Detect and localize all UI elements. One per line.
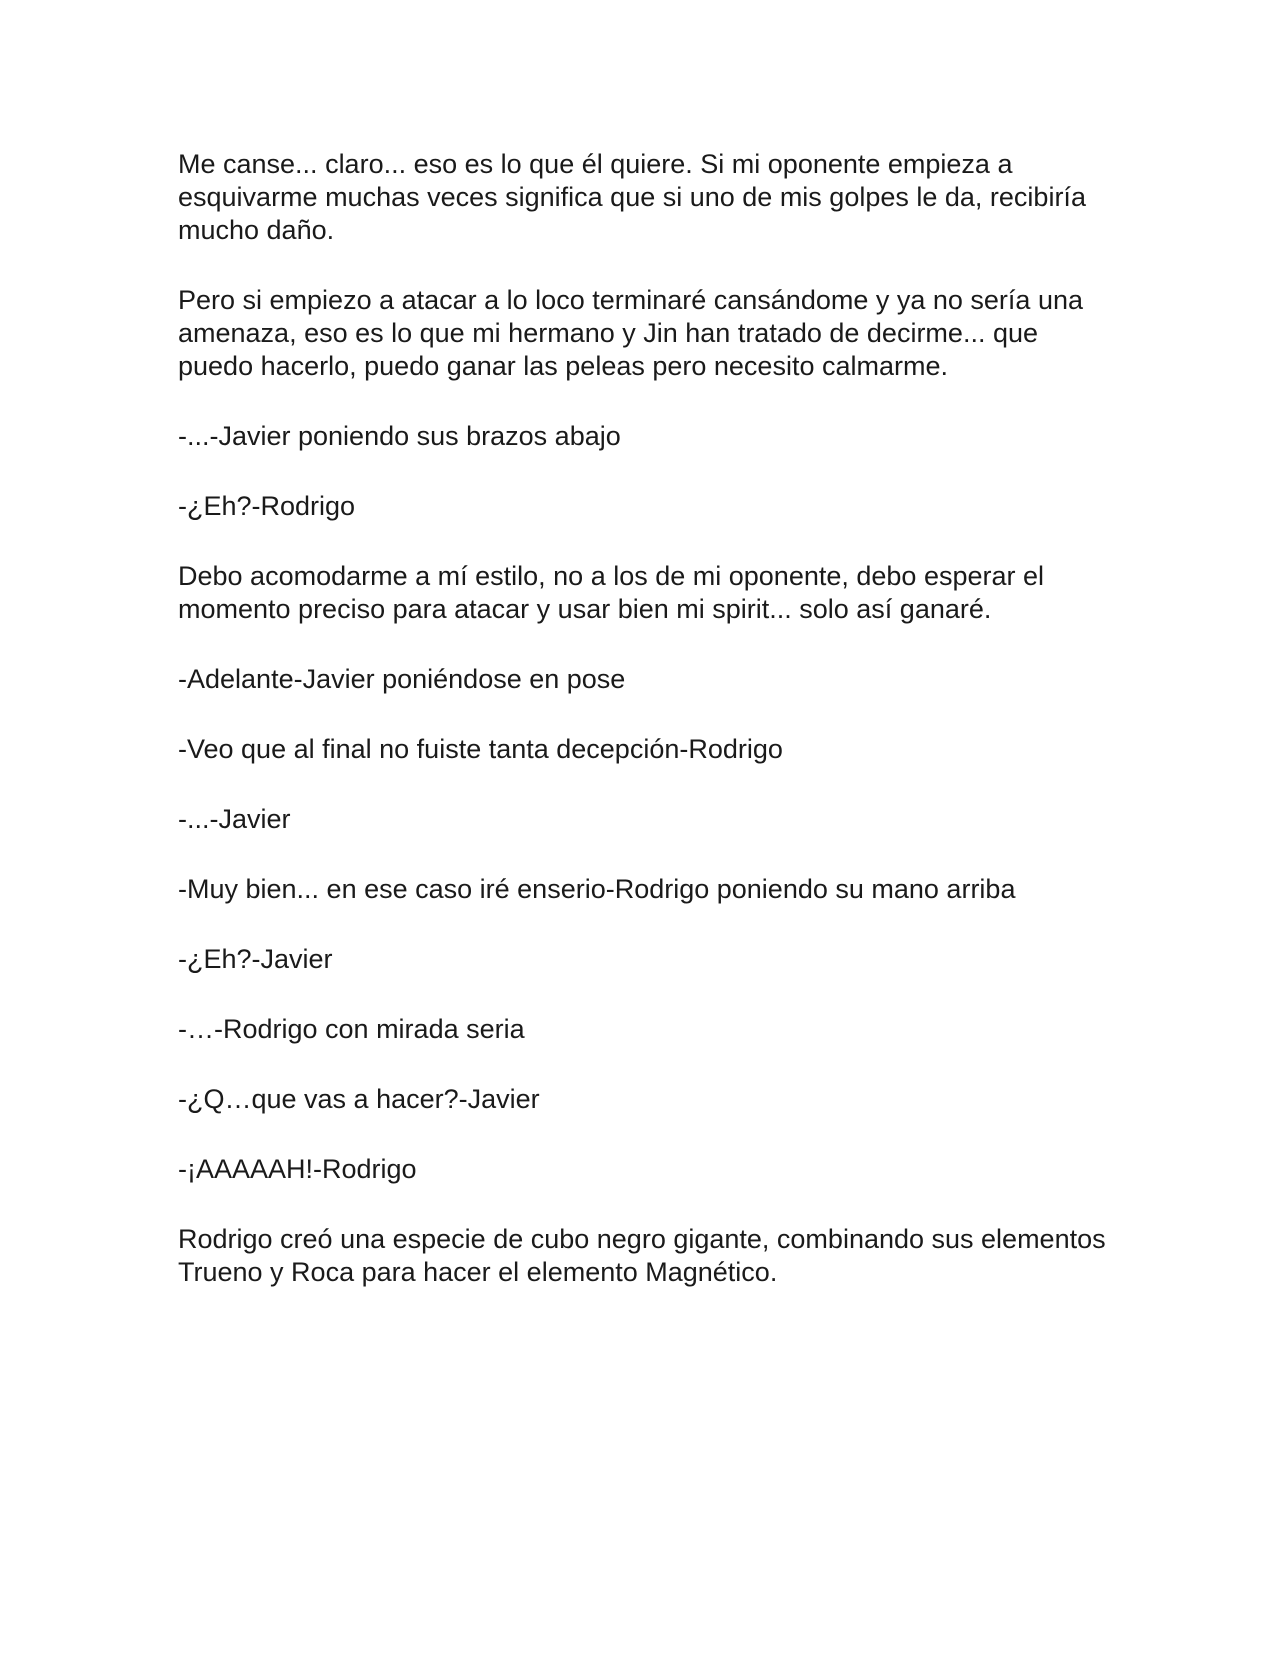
dialogue-line: -...-Javier bbox=[178, 804, 291, 834]
dialogue-line: -Adelante-Javier poniéndose en pose bbox=[178, 664, 626, 694]
dialogue-line: -¿Q…que vas a hacer?-Javier bbox=[178, 1084, 540, 1114]
paragraph-2: Pero si empiezo a atacar a lo loco terminaré cansándome y ya no sería una amenaza, eso es lo que mi hermano y Jin han tratado de decirme... que puedo hacerlo, puedo ganar las peleas pero necesito calmarme. bbox=[178, 285, 1083, 381]
document-body bbox=[178, 148, 1108, 1326]
dialogue-line: -¡AAAAAH!-Rodrigo bbox=[178, 1154, 417, 1184]
dialogue-line: -¿Eh?-Javier bbox=[178, 944, 333, 974]
dialogue-line: -…-Rodrigo con mirada seria bbox=[178, 1014, 525, 1044]
paragraph-4: Rodrigo creó una especie de cubo negro gigante, combinando sus elementos Trueno y Roca para hacer el elemento Magnético. bbox=[178, 1224, 1106, 1287]
paragraph-3: Debo acomodarme a mí estilo, no a los de mi oponente, debo esperar el momento preciso para atacar y usar bien mi spirit... solo así ganaré. bbox=[178, 561, 1045, 624]
paragraph-1: Me canse... claro... eso es lo que él quiere. Si mi oponente empieza a esquivarme muchas veces significa que si uno de mis golpes le da, recibiría mucho daño. bbox=[178, 149, 1086, 245]
dialogue-line: -¿Eh?-Rodrigo bbox=[178, 491, 356, 521]
dialogue-line: -Muy bien... en ese caso iré enserio-Rodrigo poniendo su mano arriba bbox=[178, 874, 1016, 904]
dialogue-line: -...-Javier poniendo sus brazos abajo bbox=[178, 421, 621, 451]
dialogue-line: -Veo que al final no fuiste tanta decepción-Rodrigo bbox=[178, 734, 783, 764]
